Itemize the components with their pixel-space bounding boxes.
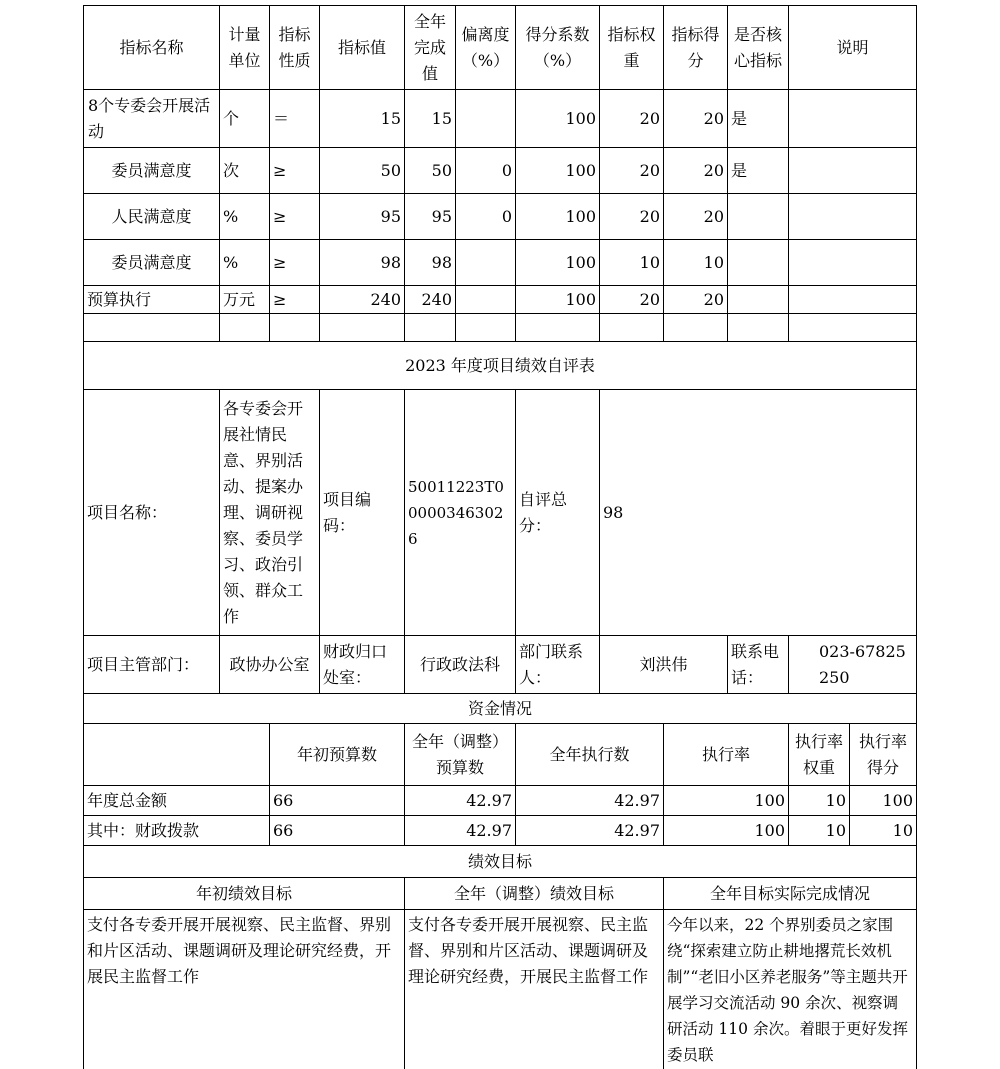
goals-actual-text: 今年以来，22 个界别委员之家围绕“探索建立防止耕地撂荒长效机制”“老旧小区养老服务”等主题共开展学习交流活动 90 余次、视察调研活动 110 余次。着眼于更好发挥委员联 [667, 916, 908, 1064]
funds-row-2-adjusted: 42.97 [405, 816, 516, 846]
funds-row-1-score: 100 [850, 786, 916, 816]
header-actual: 全年完成值 [405, 6, 456, 90]
funds-header-score: 执行率得分 [850, 724, 916, 786]
project-code-label: 项目编码： [320, 390, 405, 636]
goals-header-adjusted: 全年（调整）绩效目标 [405, 878, 664, 910]
funds-header-rate: 执行率 [664, 724, 789, 786]
row-4-actual: 98 [405, 240, 456, 286]
funds-header-blank [84, 724, 270, 786]
header-note: 说明 [789, 6, 916, 90]
row-5-target: 240 [320, 286, 405, 314]
funds-title: 资金情况 [84, 694, 916, 724]
empty-cell [728, 314, 789, 342]
row-2-name: 委员满意度 [84, 148, 220, 194]
row-4-score: 10 [664, 240, 728, 286]
row-2-note [789, 148, 916, 194]
funds-row-1-executed: 42.97 [516, 786, 664, 816]
row-4-nature: ≥ [270, 240, 320, 286]
row-5-note [789, 286, 916, 314]
row-1-unit: 个 [220, 90, 270, 148]
row-3-actual: 95 [405, 194, 456, 240]
dept-value: 政协办公室 [220, 636, 320, 694]
header-indicator-name: 指标名称 [84, 6, 220, 90]
header-score: 指标得分 [664, 6, 728, 90]
empty-cell [84, 314, 220, 342]
finance-label: 财政归口处室： [320, 636, 405, 694]
row-1-actual: 15 [405, 90, 456, 148]
phone-label: 联系电话： [728, 636, 789, 694]
row-3-unit: % [220, 194, 270, 240]
row-4-target: 98 [320, 240, 405, 286]
row-5-coef: 100 [516, 286, 600, 314]
row-2-unit: 次 [220, 148, 270, 194]
row-3-deviation: 0 [456, 194, 516, 240]
finance-value: 行政政法科 [405, 636, 516, 694]
self-eval-title: 2023 年度项目绩效自评表 [84, 342, 916, 390]
empty-cell [600, 314, 664, 342]
funds-row-2-score: 10 [850, 816, 916, 846]
empty-cell [270, 314, 320, 342]
row-5-weight: 20 [600, 286, 664, 314]
empty-cell [664, 314, 728, 342]
goals-title: 绩效目标 [84, 846, 916, 878]
row-3-target: 95 [320, 194, 405, 240]
row-4-core [728, 240, 789, 286]
empty-cell [789, 314, 916, 342]
row-2-actual: 50 [405, 148, 456, 194]
total-score-value: 98 [600, 390, 916, 636]
row-1-nature: ＝ [270, 90, 320, 148]
goals-initial-text: 支付各专委开展开展视察、民主监督、界别和片区活动、课题调研及理论研究经费，开展民主监督工作 [84, 910, 405, 1069]
row-3-nature: ≥ [270, 194, 320, 240]
row-2-core: 是 [728, 148, 789, 194]
header-core: 是否核心指标 [728, 6, 789, 90]
row-5-core [728, 286, 789, 314]
header-nature: 指标性质 [270, 6, 320, 90]
header-target: 指标值 [320, 6, 405, 90]
row-5-score: 20 [664, 286, 728, 314]
funds-row-1-adjusted: 42.97 [405, 786, 516, 816]
row-2-deviation: 0 [456, 148, 516, 194]
row-1-note [789, 90, 916, 148]
dept-label: 项目主管部门： [84, 636, 220, 694]
row-1-coef: 100 [516, 90, 600, 148]
header-coefficient: 得分系数（%） [516, 6, 600, 90]
row-3-core [728, 194, 789, 240]
row-2-score: 20 [664, 148, 728, 194]
goals-header-actual: 全年目标实际完成情况 [664, 878, 916, 910]
row-5-unit: 万元 [220, 286, 270, 314]
header-deviation: 偏离度（%） [456, 6, 516, 90]
funds-row-1-rate: 100 [664, 786, 789, 816]
header-weight: 指标权重 [600, 6, 664, 90]
empty-cell [220, 314, 270, 342]
funds-row-2-label: 其中：财政拨款 [84, 816, 270, 846]
funds-row-1-label: 年度总金额 [84, 786, 270, 816]
total-score-label: 自评总分： [516, 390, 600, 636]
goals-header-initial: 年初绩效目标 [84, 878, 405, 910]
row-3-name: 人民满意度 [84, 194, 220, 240]
empty-cell [516, 314, 600, 342]
contact-value: 刘洪伟 [600, 636, 728, 694]
row-2-weight: 20 [600, 148, 664, 194]
row-3-note [789, 194, 916, 240]
funds-header-weight: 执行率权重 [789, 724, 850, 786]
row-2-coef: 100 [516, 148, 600, 194]
row-4-coef: 100 [516, 240, 600, 286]
row-3-score: 20 [664, 194, 728, 240]
funds-header-adjusted: 全年（调整）预算数 [405, 724, 516, 786]
row-1-name: 8个专委会开展活动 [84, 90, 220, 148]
funds-row-2-initial: 66 [270, 816, 405, 846]
phone-value: 023-67825250 [789, 636, 916, 694]
funds-row-1-initial: 66 [270, 786, 405, 816]
funds-header-executed: 全年执行数 [516, 724, 664, 786]
project-name-value: 各专委会开展社情民意、界别活动、提案办理、调研视察、委员学习、政治引领、群众工作 [220, 390, 320, 636]
row-5-name: 预算执行 [84, 286, 220, 314]
row-4-note [789, 240, 916, 286]
row-4-deviation [456, 240, 516, 286]
funds-row-2-rate: 100 [664, 816, 789, 846]
row-4-weight: 10 [600, 240, 664, 286]
funds-row-2-weight: 10 [789, 816, 850, 846]
row-1-score: 20 [664, 90, 728, 148]
empty-cell [320, 314, 405, 342]
project-code-value: 50011223T000003463026 [405, 390, 516, 636]
funds-row-1-weight: 10 [789, 786, 850, 816]
row-1-core: 是 [728, 90, 789, 148]
contact-label: 部门联系人： [516, 636, 600, 694]
row-5-nature: ≥ [270, 286, 320, 314]
row-1-weight: 20 [600, 90, 664, 148]
empty-cell [405, 314, 456, 342]
row-4-name: 委员满意度 [84, 240, 220, 286]
row-1-deviation [456, 90, 516, 148]
empty-cell [456, 314, 516, 342]
row-2-target: 50 [320, 148, 405, 194]
goals-adjusted-text: 支付各专委开展开展视察、民主监督、界别和片区活动、课题调研及理论研究经费，开展民主监督工作 [405, 910, 664, 1069]
funds-row-2-executed: 42.97 [516, 816, 664, 846]
row-3-coef: 100 [516, 194, 600, 240]
header-unit: 计量单位 [220, 6, 270, 90]
row-3-weight: 20 [600, 194, 664, 240]
row-4-unit: % [220, 240, 270, 286]
row-1-target: 15 [320, 90, 405, 148]
row-5-actual: 240 [405, 286, 456, 314]
performance-report-page [83, 5, 917, 1069]
row-5-deviation [456, 286, 516, 314]
row-2-nature: ≥ [270, 148, 320, 194]
funds-header-initial: 年初预算数 [270, 724, 405, 786]
project-name-label: 项目名称： [84, 390, 220, 636]
